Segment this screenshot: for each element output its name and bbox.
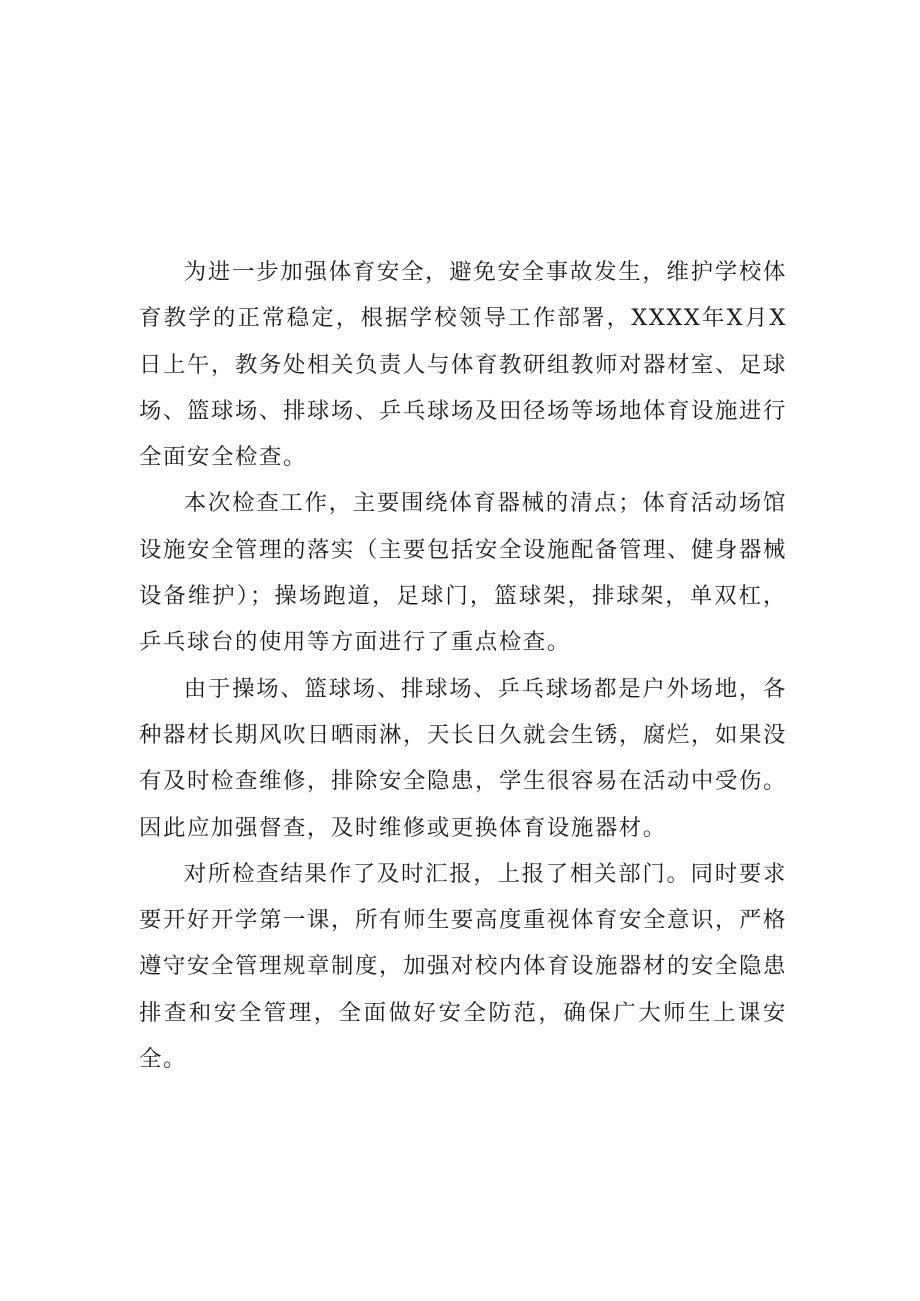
document-body [139, 249, 787, 1082]
paragraph-followup-actions: 对所检查结果作了及时汇报，上报了相关部门。同时要求要开好开学第一课，所有师生要高度重视体育安全意识，严格遵守安全管理规章制度，加强对校内体育设施器材的安全隐患排查和安全管理，全面做好安全防范，确保广大师生上课安全。 [139, 860, 787, 1073]
paragraph-outdoor-risks: 由于操场、篮球场、排球场、乒乓球场都是户外场地，各种器材长期风吹日晒雨淋，天长日久就会生锈，腐烂，如果没有及时检查维修，排除安全隐患，学生很容易在活动中受伤。因此应加强督查，及时维修或更换体育设施器材。 [139, 675, 787, 841]
paragraph-inspection-scope: 本次检查工作，主要围绕体育器械的清点；体育活动场馆设施安全管理的落实（主要包括安全设施配备管理、健身器械设备维护）；操场跑道，足球门，篮球架，排球架，单双杠，乒乓球台的使用等方面进行了重点检查。 [139, 490, 787, 656]
paragraph-inspection-intro: 为进一步加强体育安全，避免安全事故发生，维护学校体育教学的正常稳定，根据学校领导工作部署，XXXX年X月X日上午，教务处相关负责人与体育教研组教师对器材室、足球场、篮球场、排球场、乒乓球场及田径场等场地体育设施进行全面安全检查。 [139, 259, 787, 471]
